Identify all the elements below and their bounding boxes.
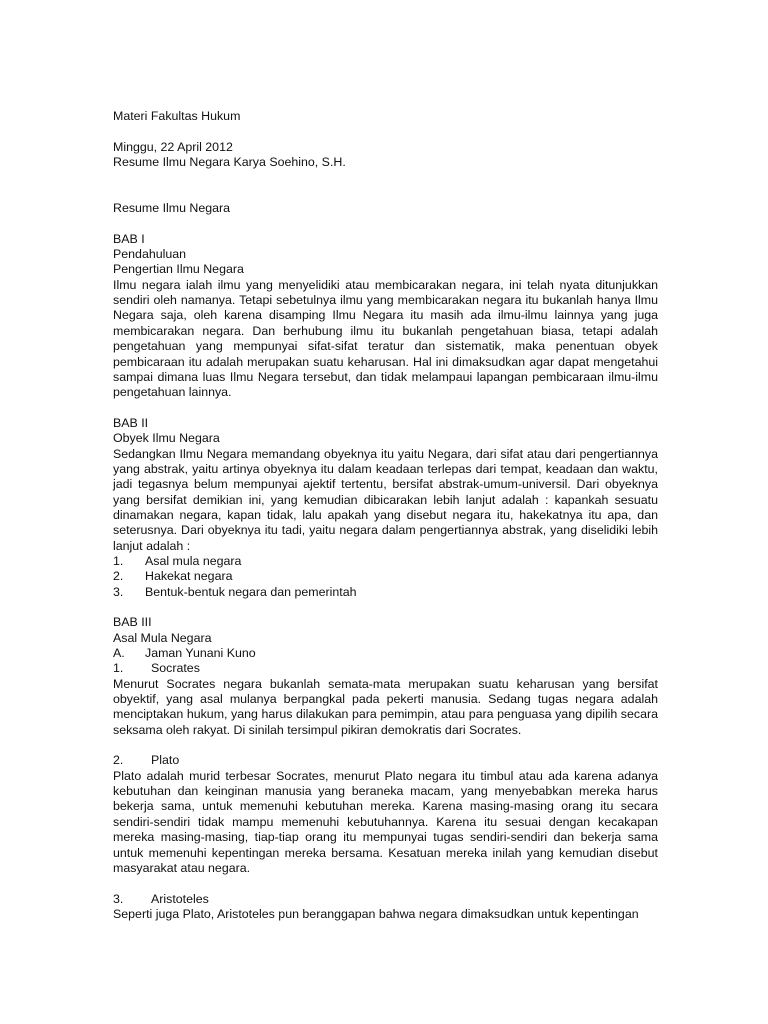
philosopher-name: Plato xyxy=(151,753,180,768)
list-label: Hakekat negara xyxy=(145,569,233,584)
spacer xyxy=(113,170,658,201)
section-a-heading xyxy=(113,646,658,661)
document-title: Resume Ilmu Negara xyxy=(113,201,231,216)
list-item xyxy=(113,569,658,584)
resume-subject: Resume Ilmu Negara Karya Soehino, S.H. xyxy=(113,155,346,170)
list-label: Asal mula negara xyxy=(145,553,242,568)
spacer xyxy=(113,401,658,416)
list-number: 1. xyxy=(113,553,124,568)
chapter-1-number: BAB I xyxy=(113,231,145,246)
list-number: 2. xyxy=(113,569,124,584)
philosopher-number: 1. xyxy=(113,661,124,676)
course-label: Materi Fakultas Hukum xyxy=(113,109,241,123)
list-item xyxy=(113,554,658,569)
philosopher-name: Aristoteles xyxy=(151,891,209,906)
philosopher-heading xyxy=(113,892,658,907)
chapter-3-number: BAB III xyxy=(113,615,152,630)
list-number: 3. xyxy=(113,584,124,599)
philosopher-paragraph: Menurut Socrates negara bukanlah semata-mata merupakan suatu keharusan yang bersifat obyektif, yang asal mulanya berpangkal pada pekerti manusia. Sedang tugas negara adalah menciptakan hukum, yang harus dilakukan para pemimpin, atau para penguasa yang dipilih secara seksama oleh rakyat. Di sinilah tersimpul pikiran demokratis dari Socrates. xyxy=(113,676,658,737)
philosopher-heading xyxy=(113,753,658,768)
chapter-1-paragraph: Ilmu negara ialah ilmu yang menyelidiki atau membicarakan negara, ini telah nyata ditunjukkan sendiri oleh namanya. Tetapi sebetulnya ilmu yang membicarakan negara itu bukanlah hanya Ilmu Negara saja, oleh karena disamping Ilmu Negara itu masih ada ilmu-ilmu lainnya yang juga membicarakan negara. Dan berhubung ilmu itu bukanlah pengetahuan biasa, tetapi adalah pengetahuan yang mempunyai sifat-sifat teratur dan sistematik, maka penentuan obyek pembicaraan itu adalah merupakan suatu keharusan. Hal ini dimaksudkan agar dapat mengetahui sampai dimana luas Ilmu Negara tersebut, dan tidak melampaui lapangan pembicaraan ilmu-ilmu pengetahuan lainnya. xyxy=(113,277,658,400)
chapter-3-title: Asal Mula Negara xyxy=(113,630,212,645)
spacer xyxy=(113,124,658,139)
chapter-1-title: Pendahuluan xyxy=(113,247,187,262)
philosopher-number: 3. xyxy=(113,891,124,906)
chapter-2-paragraph: Sedangkan Ilmu Negara memandang obyeknya itu yaitu Negara, dari sifat atau dari pengertiannya yang abstrak, yaitu artinya obyeknya itu dalam keadaan terlepas dari tempat, keadaan dan waktu, jadi tegasnya belum mempunyai ajektif tertentu, bersifat abstrak-umum-universil. Dari obyeknya yang bersifat demikian ini, yang kemudian dibicarakan lebih lanjut adalah : kapankah sesuatu dinamakan negara, kapan tidak, lalu apakah yang disebut negara itu, hakekatnya itu apa, dan seterusnya. Dari obyeknya itu tadi, yaitu negara dalam pengertiannya abstrak, yang diselidiki lebih lanjut adalah : xyxy=(113,446,658,553)
philosopher-paragraph: Plato adalah murid terbesar Socrates, menurut Plato negara itu timbul atau ada karena adanya kebutuhan dan keinginan manusia yang beraneka macam, yang menyebabkan mereka harus bekerja sama, untuk memenuhi kebutuhan mereka. Karena masing-masing orang itu secara sendiri-sendiri tidak mampu memenuhi kebutuhannya. Karena itu sesuai dengan kecakapan mereka masing-masing, tiap-tiap orang itu mempunyai tugas sendiri-sendiri dan bekerja sama untuk memenuhi kepentingan mereka bersama. Kesatuan mereka inilah yang kemudian disebut masyarakat atau negara. xyxy=(113,768,658,875)
spacer xyxy=(113,216,658,231)
spacer xyxy=(113,738,658,753)
section-letter: A. xyxy=(113,646,125,661)
spacer xyxy=(113,600,658,615)
chapter-2-number: BAB II xyxy=(113,415,149,430)
chapter-1-subtitle: Pengertian Ilmu Negara xyxy=(113,262,244,277)
philosopher-name: Socrates xyxy=(151,661,200,676)
section-label: Jaman Yunani Kuno xyxy=(145,646,256,661)
chapter-2-title: Obyek Ilmu Negara xyxy=(113,431,220,446)
document-page xyxy=(113,109,658,922)
list-item xyxy=(113,585,658,600)
list-label: Bentuk-bentuk negara dan pemerintah xyxy=(145,584,357,599)
spacer xyxy=(113,876,658,891)
date-line: Minggu, 22 April 2012 xyxy=(113,139,233,154)
philosopher-number: 2. xyxy=(113,753,124,768)
philosopher-paragraph: Seperti juga Plato, Aristoteles pun beranggapan bahwa negara dimaksudkan untuk kepentingan xyxy=(113,906,639,921)
philosopher-heading xyxy=(113,661,658,676)
